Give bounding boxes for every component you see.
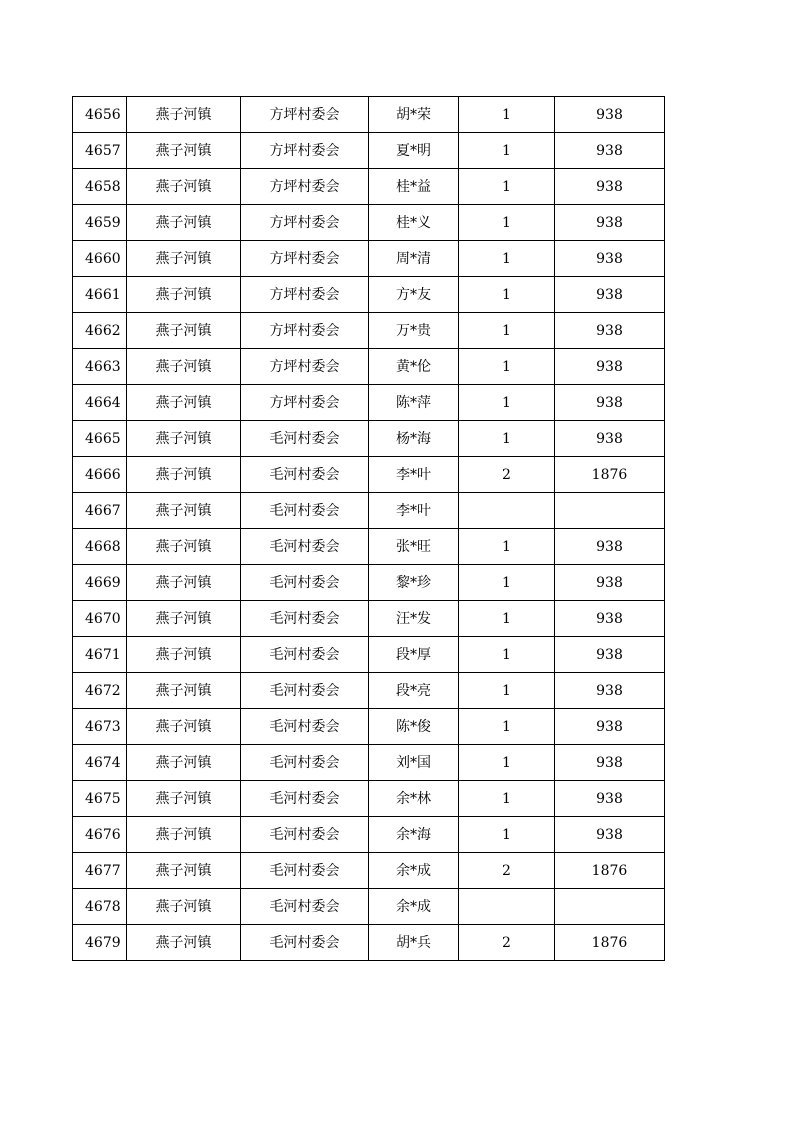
table-row — [73, 277, 665, 313]
table-row — [73, 313, 665, 349]
table-row — [73, 853, 665, 889]
cell-seq: 4673 — [73, 709, 127, 745]
cell-name: 刘*国 — [369, 745, 459, 781]
cell-village: 毛河村委会 — [241, 817, 369, 853]
table-row — [73, 889, 665, 925]
cell-amount: 938 — [555, 97, 665, 133]
table-body — [73, 97, 665, 961]
cell-amount: 938 — [555, 601, 665, 637]
cell-town: 燕子河镇 — [127, 493, 241, 529]
cell-town: 燕子河镇 — [127, 241, 241, 277]
cell-count: 1 — [459, 277, 555, 313]
cell-village: 毛河村委会 — [241, 601, 369, 637]
cell-amount: 938 — [555, 709, 665, 745]
cell-name: 余*成 — [369, 889, 459, 925]
cell-name: 余*林 — [369, 781, 459, 817]
cell-amount: 938 — [555, 385, 665, 421]
cell-town: 燕子河镇 — [127, 817, 241, 853]
cell-count: 1 — [459, 133, 555, 169]
cell-count: 2 — [459, 925, 555, 961]
cell-village: 毛河村委会 — [241, 853, 369, 889]
cell-name: 李*叶 — [369, 493, 459, 529]
cell-amount — [555, 889, 665, 925]
cell-count: 1 — [459, 385, 555, 421]
table-row — [73, 637, 665, 673]
cell-amount: 938 — [555, 745, 665, 781]
cell-amount: 1876 — [555, 853, 665, 889]
cell-seq: 4669 — [73, 565, 127, 601]
cell-name: 夏*明 — [369, 133, 459, 169]
cell-count — [459, 889, 555, 925]
cell-seq: 4679 — [73, 925, 127, 961]
cell-village: 毛河村委会 — [241, 745, 369, 781]
table-row — [73, 421, 665, 457]
cell-town: 燕子河镇 — [127, 889, 241, 925]
cell-name: 余*海 — [369, 817, 459, 853]
cell-seq: 4671 — [73, 637, 127, 673]
cell-amount: 938 — [555, 673, 665, 709]
cell-town: 燕子河镇 — [127, 925, 241, 961]
cell-amount: 938 — [555, 241, 665, 277]
cell-name: 万*贵 — [369, 313, 459, 349]
cell-village: 毛河村委会 — [241, 565, 369, 601]
cell-village: 方坪村委会 — [241, 205, 369, 241]
cell-name: 桂*义 — [369, 205, 459, 241]
cell-seq: 4657 — [73, 133, 127, 169]
cell-count: 1 — [459, 709, 555, 745]
table-row — [73, 385, 665, 421]
cell-town: 燕子河镇 — [127, 853, 241, 889]
cell-village: 毛河村委会 — [241, 889, 369, 925]
cell-amount: 938 — [555, 565, 665, 601]
cell-amount: 938 — [555, 169, 665, 205]
cell-seq: 4665 — [73, 421, 127, 457]
cell-town: 燕子河镇 — [127, 97, 241, 133]
cell-count: 1 — [459, 781, 555, 817]
table-row — [73, 565, 665, 601]
cell-seq: 4659 — [73, 205, 127, 241]
cell-village: 方坪村委会 — [241, 241, 369, 277]
cell-seq: 4677 — [73, 853, 127, 889]
table-row — [73, 133, 665, 169]
cell-name: 胡*兵 — [369, 925, 459, 961]
table-row — [73, 817, 665, 853]
cell-amount: 938 — [555, 817, 665, 853]
cell-count: 1 — [459, 205, 555, 241]
cell-village: 毛河村委会 — [241, 637, 369, 673]
cell-seq: 4668 — [73, 529, 127, 565]
cell-village: 毛河村委会 — [241, 493, 369, 529]
cell-village: 毛河村委会 — [241, 457, 369, 493]
cell-count: 2 — [459, 457, 555, 493]
cell-name: 方*友 — [369, 277, 459, 313]
cell-village: 毛河村委会 — [241, 781, 369, 817]
cell-count: 1 — [459, 313, 555, 349]
cell-name: 李*叶 — [369, 457, 459, 493]
cell-name: 杨*海 — [369, 421, 459, 457]
cell-town: 燕子河镇 — [127, 313, 241, 349]
cell-town: 燕子河镇 — [127, 709, 241, 745]
cell-town: 燕子河镇 — [127, 277, 241, 313]
cell-seq: 4660 — [73, 241, 127, 277]
cell-town: 燕子河镇 — [127, 349, 241, 385]
cell-name: 陈*俊 — [369, 709, 459, 745]
table-row — [73, 349, 665, 385]
cell-town: 燕子河镇 — [127, 673, 241, 709]
cell-village: 毛河村委会 — [241, 529, 369, 565]
table-row — [73, 205, 665, 241]
cell-village: 方坪村委会 — [241, 277, 369, 313]
cell-amount: 938 — [555, 133, 665, 169]
cell-amount: 938 — [555, 781, 665, 817]
table-row — [73, 493, 665, 529]
cell-village: 方坪村委会 — [241, 97, 369, 133]
cell-town: 燕子河镇 — [127, 781, 241, 817]
table-row — [73, 781, 665, 817]
table-row — [73, 97, 665, 133]
cell-amount: 938 — [555, 277, 665, 313]
cell-name: 桂*益 — [369, 169, 459, 205]
table-row — [73, 457, 665, 493]
cell-count: 1 — [459, 565, 555, 601]
cell-village: 毛河村委会 — [241, 709, 369, 745]
cell-count: 1 — [459, 349, 555, 385]
cell-count: 2 — [459, 853, 555, 889]
cell-amount: 938 — [555, 349, 665, 385]
cell-seq: 4666 — [73, 457, 127, 493]
cell-village: 方坪村委会 — [241, 169, 369, 205]
cell-amount: 1876 — [555, 457, 665, 493]
cell-town: 燕子河镇 — [127, 637, 241, 673]
cell-amount: 938 — [555, 421, 665, 457]
cell-amount: 938 — [555, 637, 665, 673]
table-row — [73, 169, 665, 205]
cell-seq: 4676 — [73, 817, 127, 853]
cell-village: 方坪村委会 — [241, 313, 369, 349]
cell-count: 1 — [459, 817, 555, 853]
cell-town: 燕子河镇 — [127, 565, 241, 601]
table-row — [73, 241, 665, 277]
table-row — [73, 925, 665, 961]
cell-count: 1 — [459, 421, 555, 457]
cell-seq: 4656 — [73, 97, 127, 133]
cell-seq: 4664 — [73, 385, 127, 421]
cell-village: 毛河村委会 — [241, 421, 369, 457]
cell-name: 黎*珍 — [369, 565, 459, 601]
cell-name: 段*亮 — [369, 673, 459, 709]
cell-amount — [555, 493, 665, 529]
cell-name: 周*清 — [369, 241, 459, 277]
cell-count — [459, 493, 555, 529]
cell-seq: 4670 — [73, 601, 127, 637]
cell-count: 1 — [459, 745, 555, 781]
data-table — [72, 96, 665, 961]
cell-count: 1 — [459, 637, 555, 673]
table-row — [73, 601, 665, 637]
cell-amount: 1876 — [555, 925, 665, 961]
cell-village: 毛河村委会 — [241, 925, 369, 961]
cell-town: 燕子河镇 — [127, 133, 241, 169]
cell-count: 1 — [459, 673, 555, 709]
cell-name: 段*厚 — [369, 637, 459, 673]
cell-seq: 4658 — [73, 169, 127, 205]
cell-count: 1 — [459, 97, 555, 133]
cell-amount: 938 — [555, 205, 665, 241]
table-row — [73, 673, 665, 709]
cell-count: 1 — [459, 169, 555, 205]
cell-seq: 4662 — [73, 313, 127, 349]
cell-count: 1 — [459, 241, 555, 277]
cell-count: 1 — [459, 529, 555, 565]
cell-village: 方坪村委会 — [241, 385, 369, 421]
cell-seq: 4674 — [73, 745, 127, 781]
cell-town: 燕子河镇 — [127, 745, 241, 781]
cell-town: 燕子河镇 — [127, 529, 241, 565]
cell-seq: 4675 — [73, 781, 127, 817]
cell-name: 胡*荣 — [369, 97, 459, 133]
cell-amount: 938 — [555, 529, 665, 565]
table-row — [73, 529, 665, 565]
cell-seq: 4672 — [73, 673, 127, 709]
cell-town: 燕子河镇 — [127, 205, 241, 241]
cell-village: 方坪村委会 — [241, 133, 369, 169]
cell-village: 毛河村委会 — [241, 673, 369, 709]
table-row — [73, 709, 665, 745]
cell-town: 燕子河镇 — [127, 421, 241, 457]
table-row — [73, 745, 665, 781]
cell-name: 汪*发 — [369, 601, 459, 637]
cell-seq: 4678 — [73, 889, 127, 925]
cell-amount: 938 — [555, 313, 665, 349]
cell-seq: 4661 — [73, 277, 127, 313]
cell-village: 方坪村委会 — [241, 349, 369, 385]
cell-seq: 4663 — [73, 349, 127, 385]
cell-name: 黄*伦 — [369, 349, 459, 385]
cell-town: 燕子河镇 — [127, 601, 241, 637]
cell-count: 1 — [459, 601, 555, 637]
cell-town: 燕子河镇 — [127, 169, 241, 205]
cell-name: 陈*萍 — [369, 385, 459, 421]
cell-town: 燕子河镇 — [127, 385, 241, 421]
cell-name: 张*旺 — [369, 529, 459, 565]
cell-town: 燕子河镇 — [127, 457, 241, 493]
cell-name: 余*成 — [369, 853, 459, 889]
cell-seq: 4667 — [73, 493, 127, 529]
